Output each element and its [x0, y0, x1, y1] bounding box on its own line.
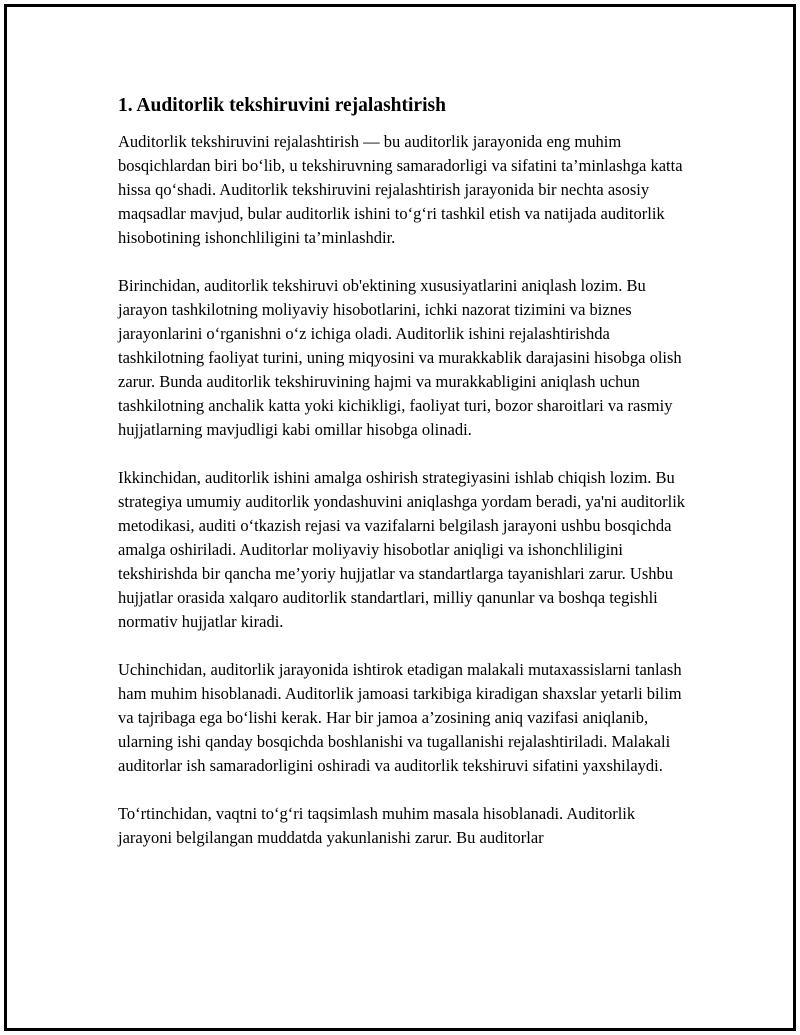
paragraph-fourth: To‘rtinchidan, vaqtni to‘g‘ri taqsimlash muhim masala hisoblanadi. Auditorlik jarayoni belgilangan muddatda yakunlanishi zarur. Bu auditorlar: [118, 804, 636, 847]
section-heading: 1. Auditorlik tekshiruvini rejalashtirish: [118, 95, 446, 116]
paragraph-first: Birinchidan, auditorlik tekshiruvi ob'ektining xususiyatlarini aniqlash lozim. Bu jarayon tashkilotning moliyaviy hisobotlarini, ichki nazorat tizimini va biznes jarayonlarini o‘rganishni o‘z ichiga oladi. Auditorlik ishini rejalashtirishda tashkilotning faoliyat turini, uning miqyosini va murakkablik darajasini hisobga olish zarur. Bunda auditorlik tekshiruvining hajmi va murakkabligini aniqlash uchun tashkilotning anchalik katta yoki kichikligi, faoliyat turi, bozor sharoitlari va rasmiy hujjatlarning mavjudligi kabi omillar hisobga olinadi.: [118, 276, 682, 439]
paragraph-intro: Auditorlik tekshiruvini rejalashtirish — bu auditorlik jarayonida eng muhim bosqichlardan biri bo‘lib, u tekshiruvning samaradorligi va sifatini ta’minlashga katta hissa qo‘shadi. Auditorlik tekshiruvini rejalashtirish jarayonida bir nechta asosiy maqsadlar mavjud, bular auditorlik ishini to‘g‘ri tashkil etish va natijada auditorlik hisobotining ishonchliligini ta’minlashdir.: [118, 132, 683, 247]
paragraph-third: Uchinchidan, auditorlik jarayonida ishtirok etadigan malakali mutaxassislarni tanlash ham muhim hisoblanadi. Auditorlik jamoasi tarkibiga kiradigan shaxslar yetarli bilim va tajribaga ega bo‘lishi kerak. Har bir jamoa a’zosining aniq vazifasi aniqlanib, ularning ishi qanday bosqichda boshlanishi va tugallanishi rejalashtiriladi. Malakali auditorlar ish samaradorligini oshiradi va auditorlik tekshiruvi sifatini yaxshilaydi.: [118, 660, 682, 775]
document-body: [118, 94, 693, 874]
paragraph-second: Ikkinchidan, auditorlik ishini amalga oshirish strategiyasini ishlab chiqish lozim. Bu strategiya umumiy auditorlik yondashuvini aniqlashga yordam beradi, ya'ni auditorlik metodikasi, auditi o‘tkazish rejasi va vazifalarni belgilash jarayoni ushbu bosqichda amalga oshiriladi. Auditorlar moliyaviy hisobotlar aniqligi va ishonchliligini tekshirishda bir qancha me’yoriy hujjatlar va standartlarga tayanishlari zarur. Ushbu hujjatlar orasida xalqaro auditorlik standartlari, milliy qanunlar va boshqa tegishli normativ hujjatlar kiradi.: [118, 468, 686, 631]
